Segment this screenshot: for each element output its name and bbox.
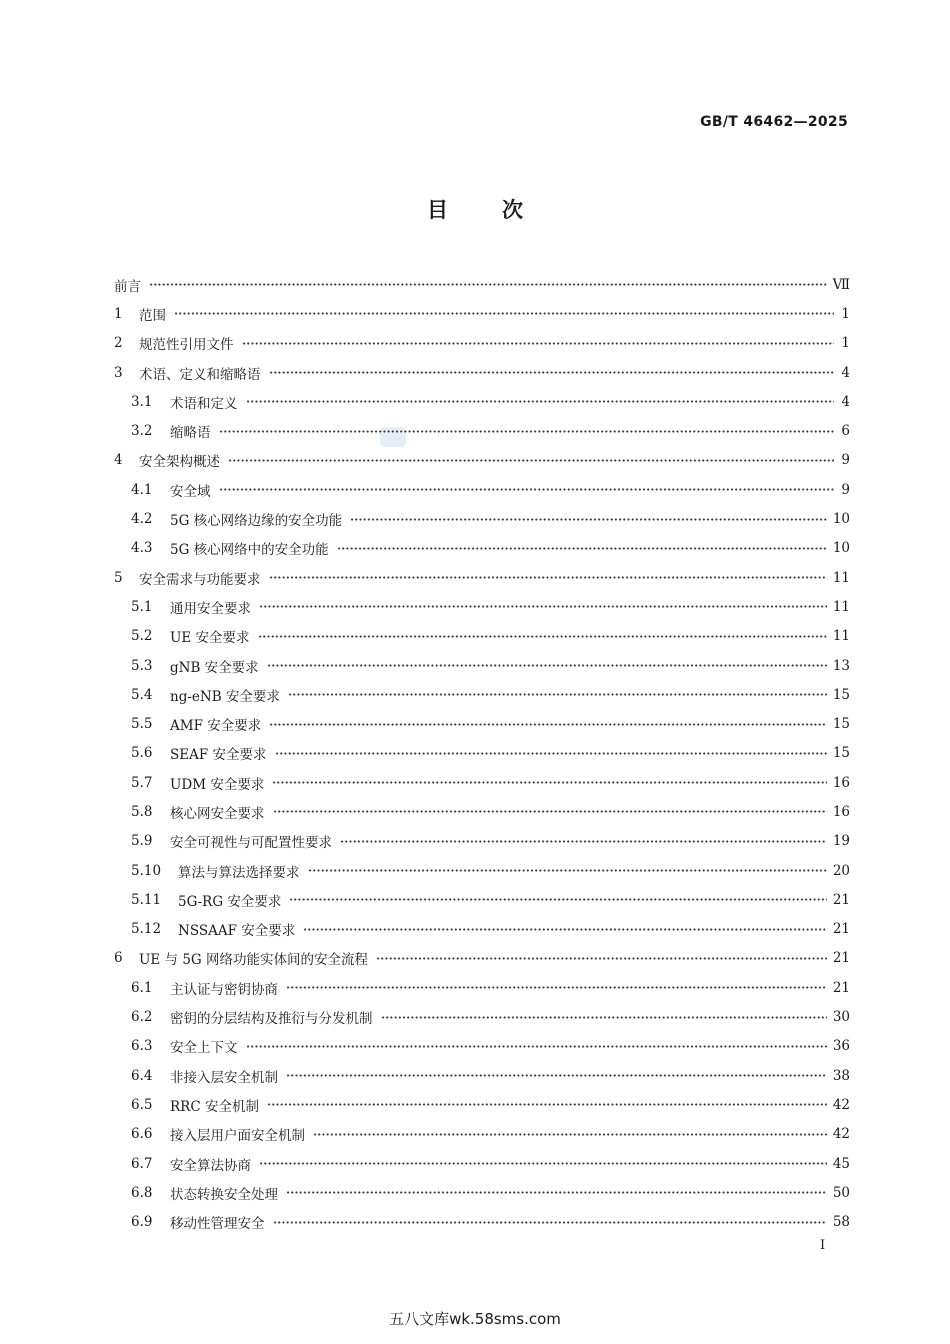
toc-entry-title: 缩略语 (170, 425, 211, 442)
toc-entry-page: 20 (832, 862, 850, 879)
toc-entry-page: 45 (832, 1155, 850, 1172)
toc-dot-leader (376, 954, 827, 963)
toc-entry-title: AMF 安全要求 (170, 718, 262, 735)
toc-dot-leader (286, 1188, 827, 1197)
toc-entry[interactable] (114, 446, 850, 475)
toc-entry[interactable] (114, 944, 850, 973)
toc-entry-page: 21 (832, 979, 850, 996)
toc-entry[interactable] (114, 1061, 850, 1090)
toc-entry-title: 术语和定义 (170, 395, 238, 412)
toc-entry[interactable] (114, 1120, 850, 1149)
toc-entry-page: 11 (832, 598, 850, 615)
toc-entry[interactable] (114, 768, 850, 797)
toc-dot-leader (269, 573, 827, 582)
toc-entry-page: 4 (841, 364, 850, 381)
toc-entry[interactable] (114, 1178, 850, 1207)
toc-entry-title: 5G-RG 安全要求 (178, 893, 282, 910)
standard-code: GB/T 46462—2025 (700, 114, 848, 130)
toc-entry-title: 规范性引用文件 (139, 337, 234, 354)
toc-entry-page: 15 (832, 745, 850, 762)
toc-entry-number: 6.9 (131, 1214, 153, 1231)
toc-entry-page: 42 (832, 1126, 850, 1143)
toc-entry[interactable] (114, 592, 850, 621)
toc-entry-page: Ⅶ (832, 276, 850, 293)
toc-entry-number: 5.6 (131, 745, 153, 762)
toc-entry-number: 5.8 (131, 803, 153, 820)
toc-entry-number: 6 (114, 950, 123, 967)
toc-entry-page: 16 (832, 774, 850, 791)
toc-dot-leader (246, 397, 835, 406)
toc-dot-leader (273, 807, 827, 816)
toc-entry-title: 通用安全要求 (170, 600, 251, 617)
toc-entry-number: 4 (114, 452, 123, 469)
toc-entry-title: 安全域 (170, 483, 211, 500)
toc-dot-leader (288, 690, 827, 699)
toc-dot-leader (259, 1159, 827, 1168)
toc-dot-leader (289, 895, 826, 904)
toc-entry-title: 安全需求与功能要求 (139, 571, 261, 588)
toc-dot-leader (303, 925, 827, 934)
toc-dot-leader (273, 1218, 827, 1227)
toc-entry-number: 5.1 (131, 598, 153, 615)
toc-entry-page: 50 (832, 1184, 850, 1201)
toc-entry-title: 核心网安全要求 (170, 805, 265, 822)
toc-dot-leader (246, 1042, 827, 1051)
page-title (0, 194, 950, 224)
toc-entry-number: 5.11 (131, 891, 162, 908)
toc-entry-number: 6.3 (131, 1038, 153, 1055)
toc-dot-leader (269, 368, 835, 377)
toc-entry-number: 6.5 (131, 1096, 153, 1113)
toc-entry-number: 5.12 (131, 921, 162, 938)
toc-entry-number: 5.5 (131, 716, 153, 733)
toc-entry-number: 6.2 (131, 1009, 153, 1026)
toc-entry-title: 术语、定义和缩略语 (139, 366, 261, 383)
toc-entry-page: 21 (832, 891, 850, 908)
toc-entry[interactable] (114, 1090, 850, 1119)
toc-entry-number: 4.3 (131, 540, 153, 557)
toc-entry-title: 状态转换安全处理 (170, 1186, 278, 1203)
toc-entry-page: 1 (841, 335, 850, 352)
toc-entry-number: 3 (114, 364, 123, 381)
toc-entry-number: 5 (114, 569, 123, 586)
toc-entry-number: 3.1 (131, 393, 153, 410)
toc-entry[interactable] (114, 329, 850, 358)
toc-entry-title: 5G 核心网络边缘的安全功能 (170, 513, 343, 530)
toc-entry-title: 移动性管理安全 (170, 1216, 265, 1233)
toc-dot-leader (259, 602, 827, 611)
toc-entry-page: 58 (832, 1214, 850, 1231)
toc-entry-page: 10 (832, 540, 850, 557)
toc-dot-leader (219, 485, 835, 494)
toc-entry[interactable] (114, 885, 850, 914)
toc-entry-number: 4.1 (131, 481, 153, 498)
toc-entry-number: 1 (114, 305, 123, 322)
toc-dot-leader (381, 1013, 827, 1022)
toc-entry-number: 6.7 (131, 1155, 153, 1172)
toc-entry-page: 21 (832, 950, 850, 967)
toc-entry-page: 36 (832, 1038, 850, 1055)
toc-entry-number: 5.7 (131, 774, 153, 791)
toc-entry-page: 6 (841, 423, 850, 440)
toc-entry-title: UE 与 5G 网络功能实体间的安全流程 (139, 952, 368, 969)
toc-entry-number: 6.4 (131, 1067, 153, 1084)
toc-dot-leader (149, 280, 827, 289)
toc-dot-leader (275, 749, 827, 758)
toc-entry-number: 2 (114, 335, 123, 352)
toc-entry[interactable] (114, 1208, 850, 1237)
toc-entry[interactable] (114, 1149, 850, 1178)
toc-entry-page: 1 (841, 305, 850, 322)
toc-entry-title: NSSAAF 安全要求 (178, 923, 296, 940)
title-char-1: 目 (427, 198, 448, 222)
toc-entry-number: 5.10 (131, 862, 162, 879)
toc-entry-title: 范围 (139, 307, 166, 324)
toc-entry-title: 安全架构概述 (139, 454, 220, 471)
toc-entry-page: 21 (832, 921, 850, 938)
toc-dot-leader (337, 544, 827, 553)
toc-entry[interactable] (114, 915, 850, 944)
toc-entry[interactable] (114, 651, 850, 680)
toc-dot-leader (340, 837, 827, 846)
toc-dot-leader (228, 456, 834, 465)
toc-entry[interactable] (114, 299, 850, 328)
toc-entry-number: 6.8 (131, 1184, 153, 1201)
toc-entry-page: 15 (832, 716, 850, 733)
toc-entry-title: 非接入层安全机制 (170, 1069, 278, 1086)
toc-entry-title: 安全可视性与可配置性要求 (170, 835, 332, 852)
toc-entry-page: 11 (832, 628, 850, 645)
toc-entry-title: 前言 (114, 278, 141, 295)
toc-entry[interactable] (114, 739, 850, 768)
toc-dot-leader (269, 720, 827, 729)
toc-entry[interactable] (114, 856, 850, 885)
toc-entry-page: 19 (832, 833, 850, 850)
toc-entry-number: 5.4 (131, 686, 153, 703)
toc-entry[interactable] (114, 709, 850, 738)
toc-entry-title: UE 安全要求 (170, 630, 250, 647)
toc-entry-title: UDM 安全要求 (170, 776, 265, 793)
toc-entry-page: 9 (841, 481, 850, 498)
toc-entry-page: 15 (832, 686, 850, 703)
toc-entry-title: 密钥的分层结构及推衍与分发机制 (170, 1011, 373, 1028)
toc-dot-leader (286, 1071, 827, 1080)
toc-dot-leader (286, 983, 827, 992)
toc-entry-number: 5.9 (131, 833, 153, 850)
toc-entry[interactable] (114, 973, 850, 1002)
toc-entry-page: 42 (832, 1096, 850, 1113)
toc-entry-number: 5.2 (131, 628, 153, 645)
toc-entry-page: 11 (832, 569, 850, 586)
toc-dot-leader (258, 632, 827, 641)
toc-entry-title: 算法与算法选择要求 (178, 864, 300, 881)
toc-dot-leader (219, 427, 835, 436)
toc-dot-leader (313, 1130, 827, 1139)
toc-entry-number: 3.2 (131, 423, 153, 440)
toc-entry-page: 13 (832, 657, 850, 674)
toc-dot-leader (308, 866, 827, 875)
toc-entry[interactable] (114, 827, 850, 856)
site-footer: 五八文库wk.58sms.com (389, 1310, 561, 1328)
toc-entry[interactable] (114, 358, 850, 387)
toc-entry-title: 主认证与密钥协商 (170, 981, 278, 998)
toc-entry-title: 接入层用户面安全机制 (170, 1128, 305, 1145)
toc-entry-number: 6.6 (131, 1126, 153, 1143)
toc-entry-title: ng-eNB 安全要求 (170, 688, 280, 705)
toc-entry-page: 38 (832, 1067, 850, 1084)
toc-entry-title: 安全算法协商 (170, 1157, 251, 1174)
toc-entry-page: 9 (841, 452, 850, 469)
toc-entry[interactable] (114, 797, 850, 826)
toc-entry-page: 30 (832, 1009, 850, 1026)
toc-entry-page: 10 (832, 511, 850, 528)
toc-entry[interactable] (114, 534, 850, 563)
toc-entry[interactable] (114, 416, 850, 445)
toc-entry[interactable] (114, 270, 850, 299)
toc-entry-number: 4.2 (131, 511, 153, 528)
toc-entry[interactable] (114, 1032, 850, 1061)
toc-entry[interactable] (114, 504, 850, 533)
toc-entry-title: 5G 核心网络中的安全功能 (170, 542, 329, 559)
toc-entry[interactable] (114, 622, 850, 651)
toc-entry-title: RRC 安全机制 (170, 1098, 259, 1115)
toc-entry-title: 安全上下文 (170, 1040, 238, 1057)
toc-dot-leader (242, 339, 835, 348)
toc-entry-page: 16 (832, 803, 850, 820)
toc-entry[interactable] (114, 563, 850, 592)
toc-entry[interactable] (114, 475, 850, 504)
toc-dot-leader (267, 661, 827, 670)
toc-dot-leader (350, 515, 827, 524)
toc-entry-number: 5.3 (131, 657, 153, 674)
toc-entry[interactable] (114, 1002, 850, 1031)
table-of-contents (114, 270, 850, 1237)
page-number: I (820, 1238, 826, 1253)
title-char-2: 次 (502, 198, 523, 222)
toc-entry-title: gNB 安全要求 (170, 659, 259, 676)
toc-entry[interactable] (114, 387, 850, 416)
toc-entry[interactable] (114, 680, 850, 709)
toc-dot-leader (174, 309, 834, 318)
toc-dot-leader (267, 1100, 827, 1109)
toc-entry-number: 6.1 (131, 979, 153, 996)
toc-entry-title: SEAF 安全要求 (170, 747, 267, 764)
toc-dot-leader (272, 778, 826, 787)
toc-entry-page: 4 (841, 393, 850, 410)
